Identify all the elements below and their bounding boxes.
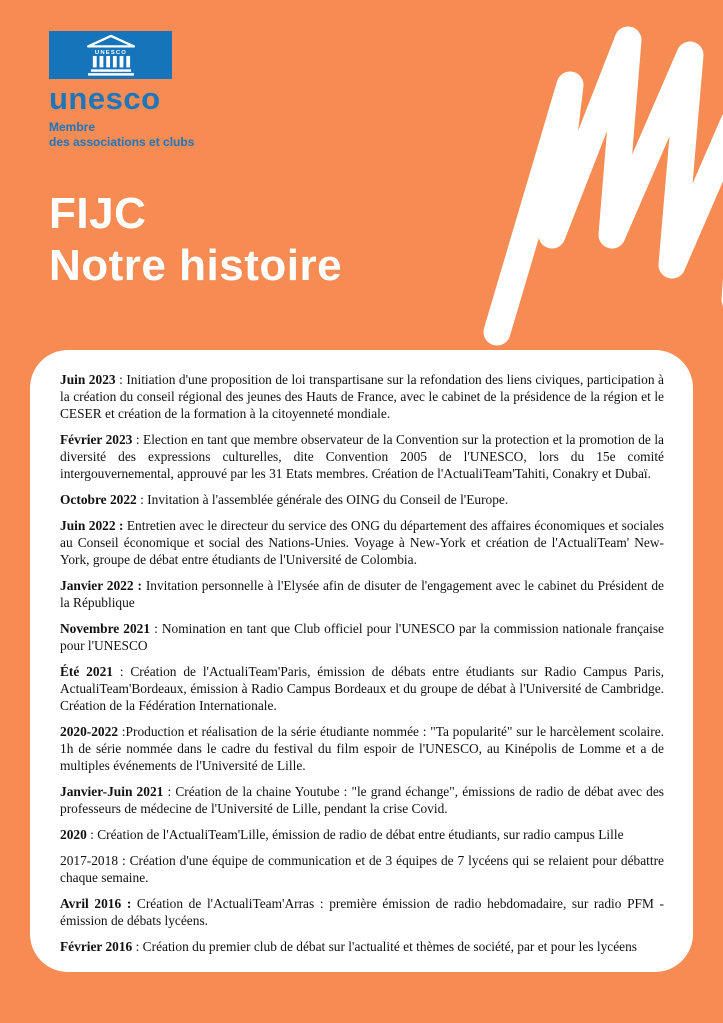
timeline-entry-date: Octobre 2022	[60, 492, 137, 507]
timeline-entry-date: Février 2023	[60, 432, 133, 447]
timeline-entry-text: Entretien avec le directeur du service des ONG du département des affaires économiques et sociales au Conseil économique et social des Nations-Unies. Voyage à New-York et création de l'ActualiTeam' New-York, groupe de débat entre étudiants de l'Université de Colombia.	[60, 518, 665, 567]
timeline-entry-text: : Nomination en tant que Club officiel pour l'UNESCO par la commission nationale française pour l'UNESCO	[60, 621, 664, 653]
timeline-entry	[60, 783, 664, 817]
timeline-entry	[60, 663, 664, 714]
timeline-entry-date: 2020-2022	[60, 724, 119, 739]
timeline-entry-date: Avril 2016 :	[60, 896, 132, 911]
timeline-entry-text: : Initiation d'une proposition de loi transpartisane sur la refondation des liens civiques, participation à la création du conseil régional des jeunes des Hauts de France, avec le cabinet de la présidence de la région et le CESER et création de la formation à la citoyenneté mondiale.	[60, 372, 664, 421]
timeline-entry-text: : Création de l'ActualiTeam'Lille, émission de radio de débat entre étudiants, sur radio campus Lille	[86, 827, 624, 842]
scribble-decoration-icon	[463, 0, 723, 352]
unesco-wordmark: unesco	[49, 81, 161, 116]
timeline-entry	[60, 723, 664, 774]
timeline-entry	[60, 826, 664, 843]
timeline-entry-date: Juin 2023	[60, 372, 116, 387]
timeline-entry-date: Janvier-Juin 2021	[60, 784, 164, 799]
timeline-entry-date: Novembre 2021	[60, 621, 151, 636]
timeline-entry-text: : Création de l'ActualiTeam'Paris, émission de débats entre étudiants sur Radio Campus Paris, ActualiTeam'Bordeaux, émission à Radio Campus Bordeaux et du groupe de débat à l'Université de Cambridge. Création de la Fédération Internationale.	[60, 664, 665, 713]
unesco-logo	[49, 31, 194, 150]
page-title-line1: FIJC	[49, 189, 147, 238]
timeline-entry-text: :Production et réalisation de la série étudiante nommée : "Ta popularité" sur le harcèlement scolaire. 1h de série nommée dans le cadre du festival du film espoir de l'UNESCO, au Kinépolis de Lomme et a de multiples événements de l'Université de Lille.	[60, 724, 664, 773]
timeline-entry-text: : Création du premier club de débat sur l'actualité et thèmes de société, par et pour les lycéens	[132, 939, 638, 954]
timeline-card	[30, 350, 693, 972]
timeline-entry	[60, 620, 664, 654]
timeline-entry	[60, 491, 664, 508]
timeline-entry	[60, 517, 664, 568]
timeline-entry-date: Janvier 2022 :	[60, 578, 142, 593]
page-title	[49, 188, 342, 292]
logo-subtitle-line2: des associations et clubs	[49, 135, 195, 149]
unesco-temple-icon	[79, 34, 143, 76]
timeline-entry-date: 2020	[60, 827, 87, 842]
timeline-entry-text: : Création de la chaine Youtube : "le grand échange", émissions de radio de débat avec des professeurs de médecine de l'Université de Lille, pendant la crise Covid.	[60, 784, 665, 816]
timeline-entry-text: : Election en tant que membre observateur de la Convention sur la protection et la promotion de la diversité des expressions culturelles, dite Convention 2005 de l'UNESCO, lors du 15e comité intergouvernemental, approuvé par les 31 Etats membres. Création de l'ActualiTeam'Tahiti, Conakry et Dubaï.	[60, 432, 664, 481]
timeline-entry	[60, 938, 664, 955]
timeline-entry-date: Février 2016	[60, 939, 133, 954]
timeline-entry	[60, 371, 664, 422]
timeline-entry-text: 2017-2018 : Création d'une équipe de communication et de 3 équipes de 7 lycéens qui se relaient pour débattre chaque semaine.	[60, 853, 664, 885]
timeline-entry	[60, 577, 664, 611]
svg-text:UNESCO: UNESCO	[94, 50, 127, 57]
timeline-entry-date: Juin 2022 :	[60, 518, 124, 533]
page-title-line2: Notre histoire	[49, 241, 343, 290]
timeline-entry-text: : Invitation à l'assemblée générale des OING du Conseil de l'Europe.	[136, 492, 509, 507]
timeline-entry	[60, 852, 664, 886]
timeline-entry-date: Été 2021	[60, 664, 113, 679]
unesco-emblem	[49, 31, 172, 79]
timeline-entry-text: Création de l'ActualiTeam'Arras : première émission de radio hebdomadaire, sur radio PFM - émission de débats lycéens.	[60, 896, 664, 928]
timeline-entry-text: Invitation personnelle à l'Elysée afin de disuter de l'engagement avec le cabinet du Président de la République	[60, 578, 664, 610]
timeline-list	[60, 371, 664, 955]
timeline-entry	[60, 895, 664, 929]
timeline-entry	[60, 431, 664, 482]
logo-subtitle-line1: Membre	[49, 120, 96, 134]
